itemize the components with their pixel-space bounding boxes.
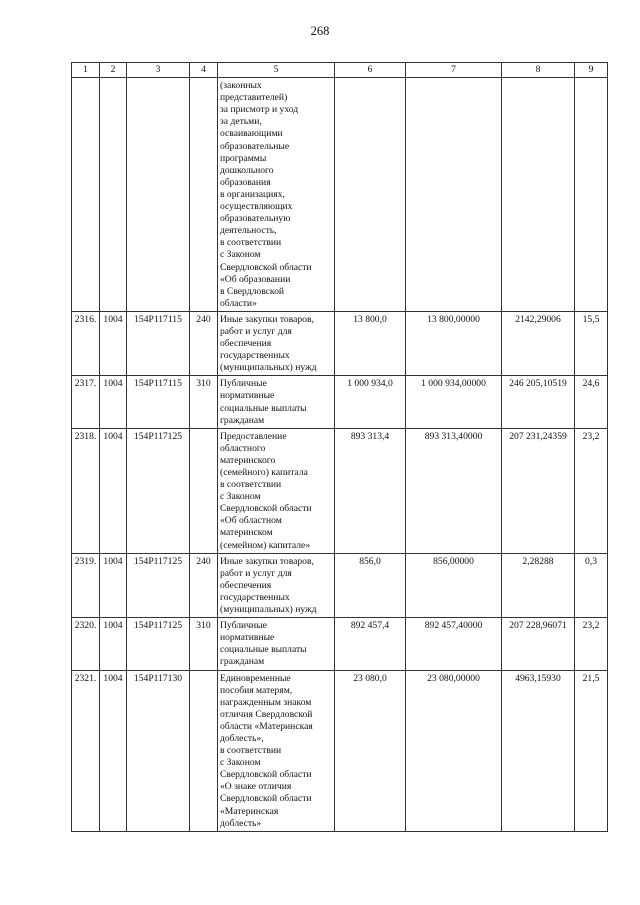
section-code	[100, 78, 127, 312]
item-name-line: гражданам	[220, 656, 265, 668]
section-code: 1004	[100, 311, 127, 375]
item-name-line: дошкольного	[220, 164, 274, 176]
value-col6: 893 313,4	[335, 428, 406, 553]
item-name-line: осуществляющих	[220, 201, 293, 213]
expense-type-code	[190, 670, 218, 831]
item-name-line: представителей)	[220, 92, 288, 104]
expense-type-code: 310	[190, 618, 218, 670]
section-code: 1004	[100, 670, 127, 831]
value-col8: 2142,29006	[502, 311, 575, 375]
item-name-line: Иные закупки товаров,	[220, 555, 314, 567]
section-code: 1004	[100, 553, 127, 617]
item-name-line: областного	[220, 442, 266, 454]
item-name	[218, 311, 335, 375]
item-name-line: «Об областном	[220, 515, 282, 527]
value-col9: 0,3	[575, 553, 608, 617]
table-row	[72, 311, 608, 375]
item-name-line: образования	[220, 176, 271, 188]
item-name-line: гражданам	[220, 414, 265, 426]
row-number: 2316.	[72, 311, 100, 375]
target-code: 154P117125	[127, 618, 190, 670]
item-name	[218, 618, 335, 670]
value-col6: 892 457,4	[335, 618, 406, 670]
item-name-line: области «Материнская	[220, 720, 313, 732]
table-row	[72, 78, 608, 312]
item-name-line: в соответствии	[220, 745, 282, 757]
value-col7: 893 313,40000	[406, 428, 502, 553]
item-name-line: доблесть»,	[220, 732, 264, 744]
expense-type-code: 240	[190, 311, 218, 375]
item-name-line: отличия Свердловской	[220, 708, 313, 720]
item-name-line: образовательные	[220, 140, 290, 152]
value-col8	[502, 78, 575, 312]
row-number: 2320.	[72, 618, 100, 670]
item-name-line: (семейном) капитале»	[220, 539, 311, 551]
value-col9: 24,6	[575, 376, 608, 428]
value-col8: 2,28288	[502, 553, 575, 617]
item-name-line: Свердловской области	[220, 793, 312, 805]
item-name-line: (законных	[220, 80, 262, 92]
value-col7: 892 457,40000	[406, 618, 502, 670]
page-number: 268	[310, 24, 330, 38]
table-row	[72, 376, 608, 428]
item-name-line: за присмотр и уход	[220, 104, 299, 116]
item-name-line: награжденным знаком	[220, 696, 312, 708]
table-row	[72, 553, 608, 617]
target-code: 154P117125	[127, 428, 190, 553]
col-header: 9	[575, 63, 608, 78]
item-name-line: (семейного) капитала	[220, 467, 308, 478]
item-name	[218, 78, 335, 312]
item-name-line: программы	[220, 152, 267, 164]
col-header: 1	[72, 63, 100, 78]
table-body	[72, 78, 608, 832]
item-name-line: Единовременные	[220, 672, 291, 684]
item-name-line: доблесть»	[220, 817, 262, 829]
row-number: 2318.	[72, 428, 100, 553]
expense-type-code	[190, 428, 218, 553]
item-name-line: за детьми,	[220, 116, 262, 128]
value-col8: 207 228,96071	[502, 618, 575, 670]
col-header: 4	[190, 63, 218, 78]
item-name-line: государственных	[220, 350, 290, 362]
value-col7: 856,00000	[406, 553, 502, 617]
section-code: 1004	[100, 618, 127, 670]
row-number: 2317.	[72, 376, 100, 428]
item-name-line: нормативные	[220, 632, 275, 644]
target-code	[127, 78, 190, 312]
item-name-line: Свердловской области	[220, 503, 312, 515]
col-header: 2	[100, 63, 127, 78]
item-name-line: (муниципальных) нужд	[220, 362, 317, 374]
item-name-line: с Законом	[220, 249, 261, 261]
item-name-line: «Материнская	[220, 805, 279, 817]
value-col8: 4963,15930	[502, 670, 575, 831]
section-code: 1004	[100, 376, 127, 428]
item-name-line: образовательную	[220, 213, 291, 225]
item-name-line: обеспечения	[220, 338, 272, 350]
item-name-line: Свердловской области	[220, 769, 312, 781]
item-name	[218, 376, 335, 428]
item-name-line: «О знаке отличия	[220, 781, 292, 793]
expense-type-code: 310	[190, 376, 218, 428]
item-name-line: материнском	[220, 527, 273, 539]
item-name-line: работ и услуг для	[220, 567, 292, 579]
value-col8: 246 205,10519	[502, 376, 575, 428]
row-number	[72, 78, 100, 312]
value-col8: 207 231,24359	[502, 428, 575, 553]
item-name-line: осваивающими	[220, 128, 283, 140]
value-col6: 23 080,0	[335, 670, 406, 831]
col-header: 6	[335, 63, 406, 78]
value-col9: 21,5	[575, 670, 608, 831]
value-col6	[335, 78, 406, 312]
item-name-line: с Законом	[220, 491, 261, 503]
item-name-line: Публичные	[220, 620, 267, 632]
value-col6: 856,0	[335, 553, 406, 617]
value-col9: 23,2	[575, 618, 608, 670]
item-name-line: пособия матерям,	[220, 684, 293, 696]
expense-type-code: 240	[190, 553, 218, 617]
row-number: 2319.	[72, 553, 100, 617]
item-name	[218, 428, 335, 553]
header-row	[72, 63, 608, 78]
item-name-line: Публичные	[220, 378, 267, 390]
item-name-line: в соответствии	[220, 479, 282, 491]
item-name-line: «Об образовании	[220, 273, 291, 285]
item-name-line: Иные закупки товаров,	[220, 313, 314, 325]
value-col7: 23 080,00000	[406, 670, 502, 831]
value-col7	[406, 78, 502, 312]
col-header: 3	[127, 63, 190, 78]
value-col7: 13 800,00000	[406, 311, 502, 375]
target-code: 154P117115	[127, 376, 190, 428]
value-col6: 13 800,0	[335, 311, 406, 375]
value-col9: 23,2	[575, 428, 608, 553]
col-header: 7	[406, 63, 502, 78]
value-col9	[575, 78, 608, 312]
item-name-line: социальные выплаты	[220, 402, 307, 414]
item-name-line: в Свердловской	[220, 285, 285, 297]
table-row	[72, 670, 608, 831]
item-name-line: Предоставление	[220, 430, 287, 442]
item-name	[218, 553, 335, 617]
value-col9: 15,5	[575, 311, 608, 375]
item-name-line: области»	[220, 297, 257, 309]
item-name-line: (муниципальных) нужд	[220, 604, 317, 616]
expense-type-code	[190, 78, 218, 312]
item-name-line: Свердловской области	[220, 261, 312, 273]
value-col7: 1 000 934,00000	[406, 376, 502, 428]
item-name	[218, 670, 335, 831]
row-number: 2321.	[72, 670, 100, 831]
item-name-line: в соответствии	[220, 237, 282, 249]
section-code: 1004	[100, 428, 127, 553]
item-name-line: в организациях,	[220, 188, 285, 200]
value-col6: 1 000 934,0	[335, 376, 406, 428]
target-code: 154P117125	[127, 553, 190, 617]
table-row	[72, 428, 608, 553]
target-code: 154P117115	[127, 311, 190, 375]
item-name-line: социальные выплаты	[220, 644, 307, 656]
item-name-line: материнского	[220, 454, 276, 466]
item-name-line: государственных	[220, 591, 290, 603]
item-name-line: обеспечения	[220, 579, 272, 591]
budget-table	[71, 62, 608, 832]
table-row	[72, 618, 608, 670]
item-name-line: нормативные	[220, 390, 275, 402]
item-name-line: работ и услуг для	[220, 325, 292, 337]
target-code: 154P117130	[127, 670, 190, 831]
item-name-line: с Законом	[220, 757, 261, 769]
col-header: 8	[502, 63, 575, 78]
col-header: 5	[218, 63, 335, 78]
item-name-line: деятельность,	[220, 225, 277, 237]
